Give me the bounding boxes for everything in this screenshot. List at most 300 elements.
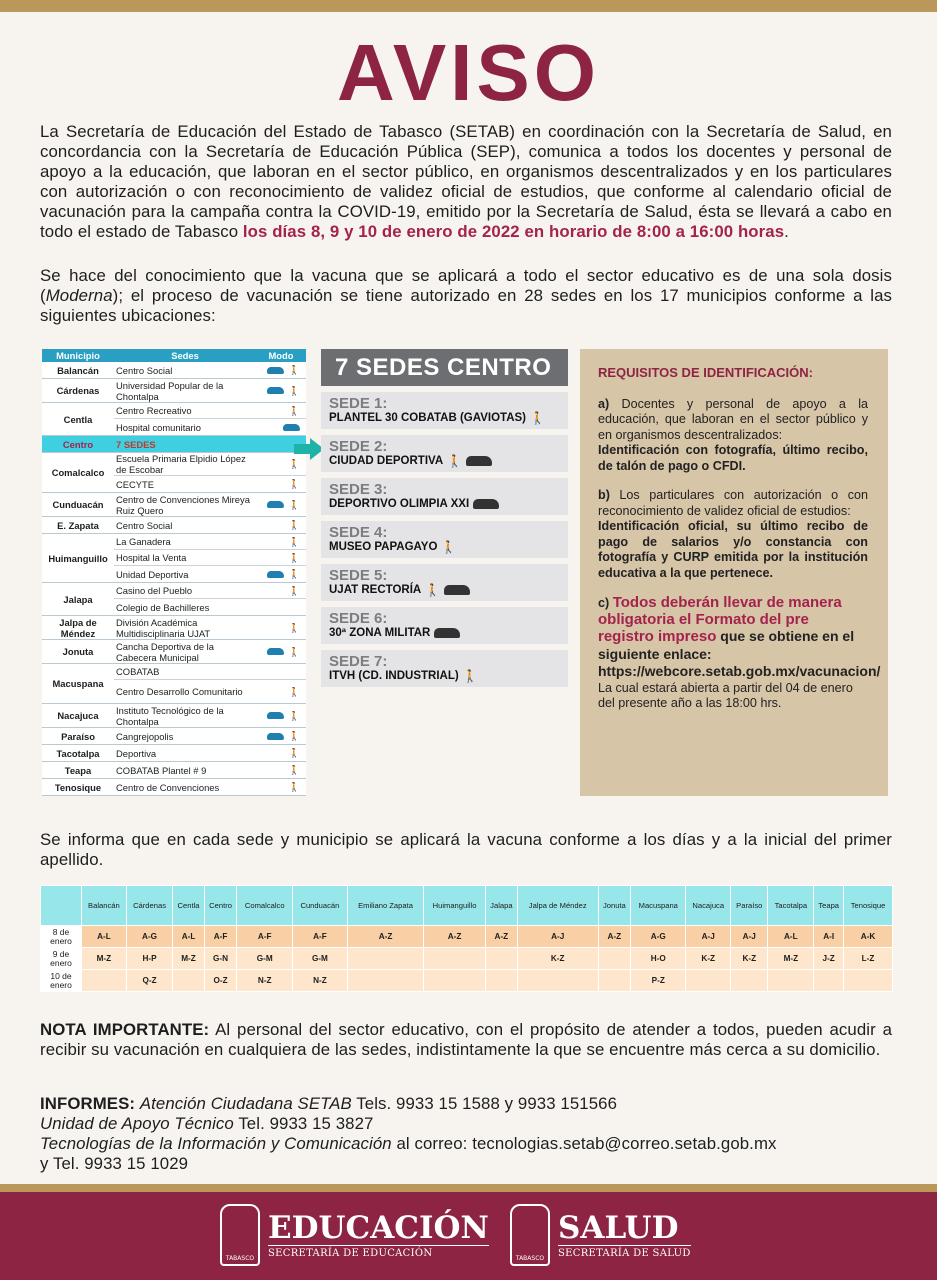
centro-sede-place: [329, 540, 560, 554]
centro-sede-place: [329, 454, 560, 468]
intro-paragraph-2: [40, 266, 892, 326]
centro-sede: [321, 607, 568, 644]
requisito-a-label: a): [598, 396, 610, 411]
walking-person-icon: 🚶: [288, 536, 300, 547]
car-icon: [473, 499, 499, 509]
car-icon: [267, 367, 284, 374]
sede-name: Escuela Primaria Elpidio López de Escobar: [116, 453, 246, 475]
sede-mode: [256, 647, 306, 657]
municipio-name: Macuspana: [52, 678, 104, 689]
centro-sede-name: DEPORTIVO OLIMPIA XXI: [329, 498, 470, 510]
walking-person-icon: 🚶: [288, 385, 300, 396]
logo-educacion-title: EDUCACIÓN: [268, 1210, 489, 1246]
footer-gold-stripe: [0, 1184, 937, 1192]
municipio-name: E. Zapata: [57, 519, 99, 531]
day-range: K-Z: [686, 948, 731, 970]
sede-row: [42, 640, 306, 664]
nota-importante: [40, 1020, 892, 1060]
sede-name: Colegio de Bachilleres: [116, 601, 210, 613]
sede-name: Deportiva: [116, 747, 157, 759]
intro-period: .: [784, 222, 789, 241]
crest-icon: [510, 1204, 550, 1266]
day-range: G-M: [293, 948, 348, 970]
sede-mode: [256, 687, 306, 697]
day-range: [485, 970, 517, 992]
car-icon: [466, 456, 492, 466]
day-range: A-L: [173, 926, 204, 948]
walking-person-icon: 🚶: [425, 583, 441, 597]
sede-line: [114, 680, 306, 703]
day-range: A-Z: [598, 926, 631, 948]
centro-sede-label: SEDE 7:: [329, 653, 388, 670]
walking-person-icon: 🚶: [288, 646, 300, 657]
sede-name: Hospital la Venta: [116, 552, 187, 563]
requisito-c: [598, 594, 881, 712]
informes-l2-italic: Unidad de Apoyo Técnico: [40, 1114, 234, 1133]
sede-row: [42, 664, 306, 704]
day-range: [173, 970, 204, 992]
sede-mode: [256, 782, 306, 792]
municipio-name: Teapa: [64, 764, 92, 776]
sede-name: Centro Recreativo: [116, 405, 192, 416]
walking-person-icon: 🚶: [288, 622, 300, 633]
days-header-municipio: Huimanguillo: [424, 886, 486, 926]
days-row: [41, 970, 893, 992]
nota-label: NOTA IMPORTANTE:: [40, 1020, 210, 1039]
day-label: 8 de enero: [41, 926, 82, 948]
sede-line: [114, 566, 306, 582]
sede-mode: [256, 424, 306, 431]
requisito-c-label: c): [598, 596, 610, 610]
municipio-name: Huimanguillo: [48, 552, 108, 564]
days-corner: [41, 886, 82, 926]
walking-person-icon: 🚶: [288, 365, 300, 375]
sede-mode: [256, 386, 306, 396]
nota-text: Al personal del sector educativo, con el propósito de atender a todos, pueden acudir a recibir su vacunación en cualquiera de las sedes, indistintamente la que se encuentre más cerca a su domicilio.: [40, 1020, 892, 1059]
day-range: G-M: [237, 948, 293, 970]
logo-salud-title: SALUD: [558, 1210, 679, 1246]
centro-sede-label: SEDE 2:: [329, 438, 388, 455]
footer: [0, 1184, 937, 1280]
sede-cells: [114, 436, 306, 452]
sede-mode: [256, 765, 306, 775]
centro-sede-name: CIUDAD DEPORTIVA: [329, 455, 444, 467]
sede-name: COBATAB: [116, 666, 160, 677]
days-intro: Se informa que en cada sede y municipio se aplicará la vacuna conforme a los días y a la inicial del primer apellido.: [40, 830, 892, 869]
walking-person-icon: 🚶: [288, 499, 300, 510]
sede-line: [114, 550, 306, 566]
days-header-municipio: Centro: [204, 886, 237, 926]
logo-educacion-subtitle: SECRETARÍA DE EDUCACIÓN: [268, 1245, 489, 1259]
sede-cells: [114, 704, 306, 727]
walking-person-icon: 🚶: [288, 765, 300, 775]
sede-row: [42, 534, 306, 583]
day-range: [347, 970, 424, 992]
walking-person-icon: 🚶: [288, 782, 300, 792]
requisito-c-highlight: Todos deberán llevar de manera obligatoria el Formato del pre registro impreso: [598, 594, 842, 645]
vaccine-name: Moderna: [45, 286, 113, 305]
sede-row: [42, 704, 306, 728]
top-gold-bar: [0, 0, 937, 12]
sede-cells: [114, 762, 306, 778]
car-icon: [267, 712, 284, 719]
days-header-municipio: Jalpa de Méndez: [517, 886, 598, 926]
walking-person-icon: 🚶: [447, 454, 463, 468]
sede-name: Unidad Deportiva: [116, 568, 189, 580]
informes: [40, 1094, 892, 1174]
sede-mode: [256, 748, 306, 758]
walking-person-icon: 🚶: [288, 405, 300, 416]
centro-sede-name: 30ª ZONA MILITAR: [329, 627, 431, 639]
day-range: A-F: [237, 926, 293, 948]
sede-name: CECYTE: [116, 478, 155, 490]
day-range: [814, 970, 844, 992]
centro-sede-label: SEDE 3:: [329, 481, 388, 498]
day-range: A-F: [293, 926, 348, 948]
sede-name: La Ganadera: [116, 536, 171, 547]
day-label: 9 de enero: [41, 948, 82, 970]
requisito-a-bold: Identificación con fotografía, último recibo, de talón de pago o CFDI.: [598, 443, 868, 473]
days-header-municipio: Teapa: [814, 886, 844, 926]
sede-row: [42, 762, 306, 779]
car-icon: [267, 501, 284, 508]
walking-person-icon: 🚶: [288, 520, 300, 530]
days-header-municipio: Macuspana: [631, 886, 686, 926]
day-range: H-P: [126, 948, 173, 970]
municipio-name: Jalapa: [63, 593, 93, 605]
centro-sede: [321, 521, 568, 558]
sede-cells: [114, 616, 306, 639]
car-icon: [267, 648, 284, 655]
sede-row: [42, 436, 306, 453]
intro-paragraph-1: [40, 122, 892, 242]
walking-person-icon: 🚶: [288, 569, 300, 579]
day-range: G-N: [204, 948, 237, 970]
sede-name: 7 SEDES: [116, 438, 156, 450]
sede-cells: [114, 728, 306, 744]
centro-sede-place: [329, 411, 560, 425]
centro-sede-name: MUSEO PAPAGAYO: [329, 541, 438, 553]
sede-line: [114, 534, 306, 550]
sede-name: Universidad Popular de la Chontalpa: [116, 379, 224, 402]
day-range: K-Z: [731, 948, 768, 970]
sede-mode: [256, 479, 306, 489]
sede-name: COBATAB Plantel # 9: [116, 764, 207, 776]
sede-line: [114, 436, 306, 452]
days-header-municipio: Nacajuca: [686, 886, 731, 926]
walking-person-icon: 🚶: [288, 686, 300, 697]
sede-line: [114, 664, 306, 680]
car-icon: [267, 733, 284, 740]
centro-sede-place: [329, 669, 560, 683]
sede-line: [114, 640, 306, 663]
sede-name: Cangrejopolis: [116, 730, 174, 742]
day-range: M-Z: [768, 948, 814, 970]
sede-cells: [114, 493, 306, 516]
day-range: N-Z: [237, 970, 293, 992]
sede-row: [42, 379, 306, 403]
day-range: A-F: [204, 926, 237, 948]
informes-l4-text: y Tel. 9933 15 1029: [40, 1154, 189, 1173]
informes-label: INFORMES:: [40, 1094, 136, 1113]
informes-l1-text: Tels. 9933 15 1588 y 9933 151566: [351, 1094, 618, 1113]
municipio-name: Nacajuca: [57, 710, 99, 721]
walking-person-icon: 🚶: [288, 479, 300, 489]
day-range: A-Z: [424, 926, 486, 948]
walking-person-icon: 🚶: [462, 669, 478, 683]
requisito-c-text: La cual estará abierta a partir del 04 de enero del presente año a las 18:00 hrs.: [598, 680, 853, 710]
municipio-name: Centro: [62, 438, 94, 450]
day-range: A-Z: [485, 926, 517, 948]
sede-cells: [114, 453, 306, 492]
municipio-name: Jonuta: [62, 646, 94, 657]
sede-row: [42, 779, 306, 796]
sede-mode: [256, 406, 306, 416]
sede-cells: [114, 745, 306, 761]
sede-row: [42, 517, 306, 534]
sede-line: [114, 453, 306, 476]
day-range: A-K: [844, 926, 893, 948]
centro-sede-name: ITVH (CD. INDUSTRIAL): [329, 670, 459, 682]
arrow-right-icon: [294, 438, 324, 460]
municipio-name: Comalcalco: [51, 467, 105, 478]
logo-salud: [510, 1204, 691, 1266]
car-icon: [267, 387, 284, 394]
sede-mode: [256, 365, 306, 375]
sede-line: [114, 379, 306, 402]
sede-line: [114, 476, 306, 492]
requisitos-panel: [580, 349, 888, 796]
day-range: [485, 948, 517, 970]
sede-mode: [256, 711, 306, 721]
centro-heading: 7 SEDES CENTRO: [321, 349, 568, 386]
sede-row: [42, 616, 306, 640]
sede-mode: [256, 520, 306, 530]
informes-l2-text: Tel. 9933 15 3827: [233, 1114, 374, 1133]
walking-person-icon: 🚶: [288, 748, 300, 758]
days-header-municipio: Jonuta: [598, 886, 631, 926]
sede-cells: [114, 534, 306, 582]
header-municipio: Municipio: [56, 350, 100, 361]
informes-l1-italic: Atención Ciudadana SETAB: [139, 1094, 352, 1113]
walking-person-icon: 🚶: [288, 710, 300, 721]
day-range: A-J: [686, 926, 731, 948]
walking-person-icon: 🚶: [288, 731, 300, 741]
day-label: 10 de enero: [41, 970, 82, 992]
page-title: AVISO: [336, 28, 600, 117]
sede-cells: [114, 362, 306, 378]
sede-row: [42, 745, 306, 762]
municipio-name: Tenosique: [54, 781, 102, 793]
centro-sede-place: [329, 583, 560, 597]
centro-sede-name: UJAT RECTORÍA: [329, 584, 422, 596]
municipio-name: Balancán: [57, 364, 99, 376]
sede-mode: [256, 586, 306, 596]
crest-icon: [220, 1204, 260, 1266]
sede-line: [114, 583, 306, 599]
centro-sede: [321, 392, 568, 429]
crest-label: TABASCO: [515, 1255, 545, 1262]
day-range: A-Z: [347, 926, 424, 948]
sede-mode: [256, 537, 306, 547]
day-range: [844, 970, 893, 992]
sede-cells: [114, 664, 306, 703]
sede-mode: [256, 569, 306, 579]
day-range: [598, 948, 631, 970]
day-range: L-Z: [844, 948, 893, 970]
day-range: M-Z: [173, 948, 204, 970]
sede-row: [42, 493, 306, 517]
header-modo: Modo: [268, 350, 294, 361]
day-range: M-Z: [82, 948, 127, 970]
sede-name: Hospital comunitario: [116, 421, 201, 433]
day-range: A-L: [768, 926, 814, 948]
day-range: A-L: [82, 926, 127, 948]
day-range: [686, 970, 731, 992]
days-row: [41, 948, 893, 970]
requisito-c-link: que se obtiene en el siguiente enlace: https://webcore.setab.gob.mx/vacunacion/: [598, 628, 881, 679]
municipio-name: Paraíso: [61, 730, 95, 742]
car-icon: [267, 571, 284, 578]
day-range: H-O: [631, 948, 686, 970]
sede-name: Instituto Tecnológico de la Chontalpa: [116, 704, 224, 727]
day-range: [517, 970, 598, 992]
header-sedes: Sedes: [171, 350, 199, 361]
dates-highlight: los días 8, 9 y 10 de enero de 2022 en horario de 8:00 a 16:00 horas: [242, 222, 785, 241]
car-icon: [444, 585, 470, 595]
sede-line: [114, 599, 306, 615]
sede-name: División Académica Multidisciplinaria UJAT: [116, 616, 211, 639]
centro-sede-place: [329, 497, 560, 511]
sede-cells: [114, 403, 306, 435]
sede-cells: [114, 379, 306, 402]
sede-line: [114, 728, 306, 744]
sede-name: Centro de Convenciones Mireya Ruiz Quero: [116, 493, 250, 516]
days-header-municipio: Tenosique: [844, 886, 893, 926]
days-row: [41, 926, 893, 948]
walking-person-icon: 🚶: [441, 540, 457, 554]
municipio-name: Centla: [63, 413, 93, 425]
centro-sede: [321, 478, 568, 515]
informes-l3-text: al correo: tecnologias.setab@correo.setab.gob.mx: [391, 1134, 777, 1153]
sede-cells: [114, 517, 306, 533]
days-header-municipio: Jalapa: [485, 886, 517, 926]
municipio-name: Cárdenas: [56, 385, 100, 396]
days-header-municipio: Centla: [173, 886, 204, 926]
sede-line: [114, 419, 306, 435]
sede-name: Cancha Deportiva de la Cabecera Municipal: [116, 640, 214, 663]
sede-mode: [256, 731, 306, 741]
sede-line: [114, 616, 306, 639]
day-range: [598, 970, 631, 992]
days-header-municipio: Emiliano Zapata: [347, 886, 424, 926]
centro-sedes-panel: [321, 349, 568, 687]
day-range: O-Z: [204, 970, 237, 992]
car-icon: [434, 628, 460, 638]
sede-row: [42, 728, 306, 745]
sede-name: Centro Social: [116, 364, 173, 376]
centro-sede-name: PLANTEL 30 COBATAB (GAVIOTAS): [329, 412, 526, 424]
sede-cells: [114, 779, 306, 795]
intro-text: La Secretaría de Educación del Estado de Tabasco (SETAB) en coordinación con la Secretaría de Salud, en concordancia con la Secretaría de Educación Pública (SEP), comunica a todos los docentes y personal de apoyo a la educación, que laboran en el sector público, en organismos descentralizados y en los particulares con autorización o con reconocimiento de validez oficial de estudios, que conforme al calendario oficial de vacunación para la campaña contra la COVID-19, emitido por la Secretaría de Salud, ésta se llevará a cabo en todo el estado de Tabasco: [40, 122, 892, 241]
requisito-b-text: Los particulares con autorización o con reconocimiento de validez oficial de estudios:: [598, 488, 868, 518]
centro-sede: [321, 650, 568, 687]
day-range: J-Z: [814, 948, 844, 970]
days-header-municipio: Paraíso: [731, 886, 768, 926]
centro-sede-label: SEDE 6:: [329, 610, 388, 627]
car-icon: [283, 424, 300, 431]
day-range: Q-Z: [126, 970, 173, 992]
intro-text-2a: Se hace del conocimiento que la vacuna que se aplicará a todo el sector educativo es de una sola dosis (: [40, 266, 892, 305]
walking-person-icon: 🚶: [288, 585, 300, 596]
informes-l3-italic: Tecnologías de la Información y Comunicación: [40, 1134, 392, 1153]
day-range: [731, 970, 768, 992]
sede-name: Centro de Convenciones: [116, 781, 220, 793]
centro-sede-label: SEDE 4:: [329, 524, 388, 541]
sede-cells: [114, 640, 306, 663]
day-range: [347, 948, 424, 970]
sede-line: [114, 493, 306, 516]
sede-row: [42, 362, 306, 379]
requisito-b-label: b): [598, 488, 610, 502]
walking-person-icon: 🚶: [288, 552, 300, 563]
sede-mode: [256, 459, 306, 469]
requisito-a-text: Docentes y personal de apoyo a la educación, que laboran en el sector público y en organismos descentralizados:: [598, 396, 868, 442]
sede-line: [114, 403, 306, 419]
requisito-b: [598, 488, 868, 581]
crest-label: TABASCO: [225, 1255, 255, 1262]
intro-text-2b: ); el proceso de vacunación se tiene autorizado en 28 sedes en los 17 municipios conforme a las siguientes ubicaciones:: [40, 286, 892, 325]
sedes-table: [42, 349, 306, 796]
municipio-name: Jalpa de Méndez: [59, 616, 97, 639]
sede-line: [114, 762, 306, 778]
requisitos-title: REQUISITOS DE IDENTIFICACIÓN:: [598, 365, 813, 380]
day-range: P-Z: [631, 970, 686, 992]
sede-name: Centro Social: [116, 519, 173, 531]
logo-salud-subtitle: SECRETARÍA DE SALUD: [558, 1245, 691, 1259]
sede-mode: [256, 553, 306, 563]
sede-line: [114, 362, 306, 378]
centro-sede-label: SEDE 1:: [329, 395, 388, 412]
days-header-municipio: Cárdenas: [126, 886, 173, 926]
day-range: [424, 948, 486, 970]
days-header-municipio: Balancán: [82, 886, 127, 926]
sede-line: [114, 779, 306, 795]
day-range: [82, 970, 127, 992]
day-range: K-Z: [517, 948, 598, 970]
sede-mode: [256, 623, 306, 633]
days-header-municipio: Comalcalco: [237, 886, 293, 926]
day-range: N-Z: [293, 970, 348, 992]
day-range: A-J: [517, 926, 598, 948]
requisito-b-bold: Identificación oficial, su último recibo de pago de salarios y/o constancia con fotografía y CURP emitida por la institución educativa a la que pertenece.: [598, 519, 868, 580]
sede-row: [42, 583, 306, 616]
logo-educacion: [220, 1204, 489, 1266]
day-range: A-J: [731, 926, 768, 948]
centro-sede-place: [329, 626, 560, 640]
day-range: [424, 970, 486, 992]
sede-name: Casino del Pueblo: [116, 585, 193, 596]
days-header-municipio: Tacotalpa: [768, 886, 814, 926]
sede-line: [114, 745, 306, 761]
day-range: A-G: [631, 926, 686, 948]
day-range: A-I: [814, 926, 844, 948]
sede-row: [42, 403, 306, 436]
sedes-table-header: [42, 349, 306, 362]
days-table: [40, 885, 893, 992]
sede-name: Centro Desarrollo Comunitario: [116, 686, 243, 697]
sede-mode: [256, 500, 306, 510]
